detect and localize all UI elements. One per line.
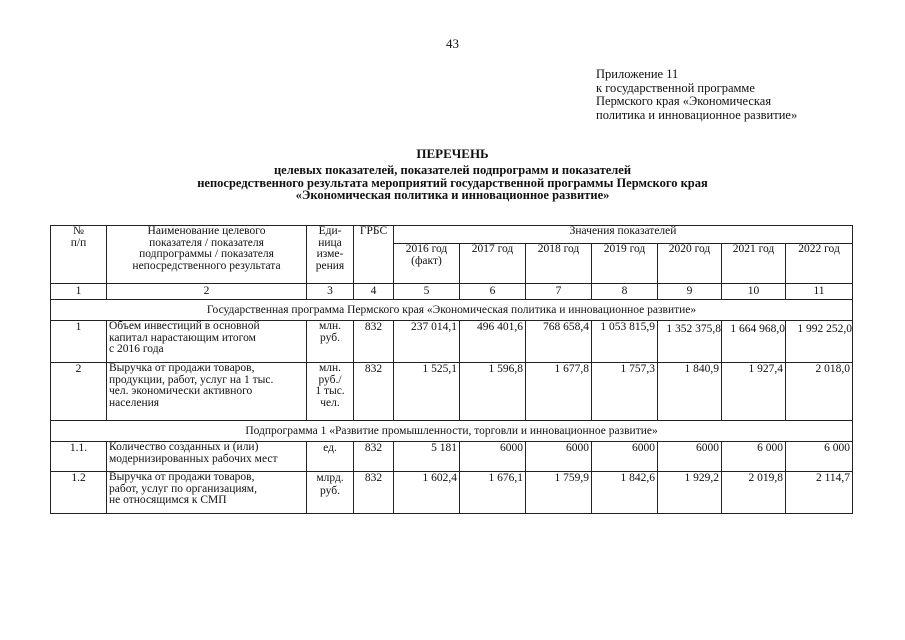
row-value: 496 401,6 bbox=[460, 321, 526, 363]
appendix-line: Приложение 11 bbox=[596, 67, 679, 81]
row-value: 6000 bbox=[658, 442, 722, 472]
row-value: 2 019,8 bbox=[722, 472, 786, 514]
row-value: 1 842,6 bbox=[592, 472, 658, 514]
subtitle-line: целевых показателей, показателей подпрограмм и показателей bbox=[273, 163, 632, 177]
header-year-2019: 2019 год bbox=[592, 244, 658, 284]
column-number: 2 bbox=[107, 284, 307, 300]
column-number: 11 bbox=[786, 284, 853, 300]
row-value: 1 596,8 bbox=[460, 363, 526, 421]
appendix-line: Пермского края «Экономическая bbox=[596, 94, 772, 108]
column-number: 5 bbox=[394, 284, 460, 300]
column-number-row bbox=[51, 284, 853, 300]
table-row bbox=[51, 363, 853, 421]
row-unit: млрд. руб. bbox=[307, 472, 354, 514]
subtitle-line: непосредственного результата мероприятий государственной программы Пермского края bbox=[197, 175, 708, 190]
row-name: Количество созданных и (или) модернизированных рабочих мест bbox=[107, 442, 307, 472]
column-number: 8 bbox=[592, 284, 658, 300]
row-value: 1 676,1 bbox=[460, 472, 526, 514]
row-value: 5 181 bbox=[394, 442, 460, 472]
row-unit: млн. руб./ 1 тыс. чел. bbox=[307, 363, 354, 421]
row-value: 6000 bbox=[460, 442, 526, 472]
row-num: 1.2 bbox=[51, 472, 107, 514]
row-value: 1 927,4 bbox=[722, 363, 786, 421]
header-grbs: ГРБС bbox=[354, 226, 394, 284]
header-year-2021: 2021 год bbox=[722, 244, 786, 284]
row-value: 1 602,4 bbox=[394, 472, 460, 514]
row-value: 1 759,9 bbox=[526, 472, 592, 514]
appendix-line: политика и инновационное развитие» bbox=[596, 107, 798, 122]
column-number: 10 bbox=[722, 284, 786, 300]
row-value: 6000 bbox=[526, 442, 592, 472]
table-row bbox=[51, 321, 853, 363]
header-unit: Еди- ница изме- рения bbox=[307, 226, 354, 284]
appendix-note bbox=[596, 68, 797, 122]
column-number: 9 bbox=[658, 284, 722, 300]
row-value: 2 018,0 bbox=[786, 363, 853, 421]
row-value: 1 053 815,9 bbox=[592, 321, 658, 363]
row-grbs: 832 bbox=[354, 363, 394, 421]
page-number: 43 bbox=[446, 36, 459, 51]
row-value: 2 114,7 bbox=[786, 472, 853, 514]
row-value: 1 677,8 bbox=[526, 363, 592, 421]
row-value: 1 757,3 bbox=[592, 363, 658, 421]
row-value: 1 664 968,0 bbox=[722, 321, 786, 363]
section-title: Государственная программа Пермского края «Экономическая политика и инновационное развитие» bbox=[51, 300, 853, 321]
header-name: Наименование целевого показателя / показателя подпрограммы / показателя непосредственного результата bbox=[107, 226, 307, 284]
appendix-line: к государственной программе bbox=[596, 80, 755, 95]
row-value: 1 840,9 bbox=[658, 363, 722, 421]
table-row bbox=[51, 442, 853, 472]
indicators-table bbox=[50, 225, 853, 514]
row-value: 768 658,4 bbox=[526, 321, 592, 363]
row-name: Объем инвестиций в основной капитал нарастающим итогом с 2016 года bbox=[107, 321, 307, 363]
row-num: 2 bbox=[51, 363, 107, 421]
row-value: 1 992 252,0 bbox=[786, 321, 853, 363]
column-number: 6 bbox=[460, 284, 526, 300]
row-unit: ед. bbox=[307, 442, 354, 472]
document-title: ПЕРЕЧЕНЬ bbox=[416, 146, 489, 161]
subtitle-line: «Экономическая политика и инновационное развитие» bbox=[295, 188, 610, 202]
row-value: 1 929,2 bbox=[658, 472, 722, 514]
row-grbs: 832 bbox=[354, 442, 394, 472]
row-unit: млн. руб. bbox=[307, 321, 354, 363]
row-grbs: 832 bbox=[354, 472, 394, 514]
column-number: 7 bbox=[526, 284, 592, 300]
document-subtitle bbox=[0, 164, 905, 202]
column-number: 4 bbox=[354, 284, 394, 300]
header-year-2017: 2017 год bbox=[460, 244, 526, 284]
row-value: 6 000 bbox=[722, 442, 786, 472]
row-value: 1 352 375,8 bbox=[658, 321, 722, 363]
table-row bbox=[51, 472, 853, 514]
header-num: № п/п bbox=[51, 226, 107, 284]
row-num: 1 bbox=[51, 321, 107, 363]
header-year-2022: 2022 год bbox=[786, 244, 853, 284]
header-year-2020: 2020 год bbox=[658, 244, 722, 284]
header-year-2016: 2016 год (факт) bbox=[394, 244, 460, 284]
column-number: 3 bbox=[307, 284, 354, 300]
section-header-row bbox=[51, 421, 853, 442]
row-name: Выручка от продажи товаров, продукции, работ, услуг на 1 тыс. чел. экономически активного населения bbox=[107, 363, 307, 421]
row-num: 1.1. bbox=[51, 442, 107, 472]
row-grbs: 832 bbox=[354, 321, 394, 363]
row-value: 1 525,1 bbox=[394, 363, 460, 421]
header-values-group: Значения показателей bbox=[394, 226, 853, 244]
header-year-2018: 2018 год bbox=[526, 244, 592, 284]
section-header-row bbox=[51, 300, 853, 321]
row-value: 6 000 bbox=[786, 442, 853, 472]
row-value: 237 014,1 bbox=[394, 321, 460, 363]
row-value: 6000 bbox=[592, 442, 658, 472]
column-number: 1 bbox=[51, 284, 107, 300]
section-title: Подпрограмма 1 «Развитие промышленности, торговли и инновационное развитие» bbox=[51, 421, 853, 442]
row-name: Выручка от продажи товаров, работ, услуг по организациям, не относящимся к СМП bbox=[107, 472, 307, 514]
